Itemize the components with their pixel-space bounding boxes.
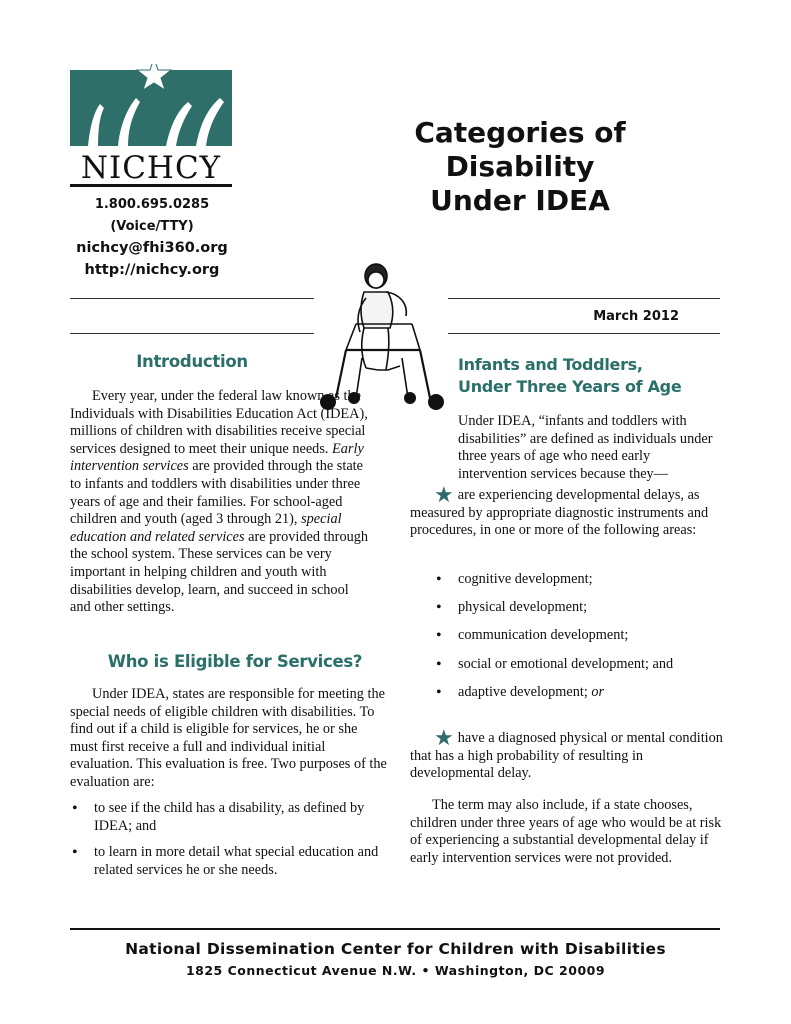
or-text: or <box>591 683 605 700</box>
divider <box>70 298 314 299</box>
divider <box>448 298 720 299</box>
star-bullet-icon: ★ <box>434 482 454 507</box>
divider <box>70 333 314 334</box>
at-risk-text: The term may also include, if a state chooses, children under three years of age who would be at risk of experiencing a substantial developmental delay if early intervention services were not provided. <box>410 797 722 866</box>
star-bullet-icon: ★ <box>434 725 454 750</box>
infants-heading-line-2: Under Three Years of Age <box>458 377 682 396</box>
contact-voice-tty: (Voice/TTY) <box>110 219 194 234</box>
contact-url: http://nichcy.org <box>84 262 220 278</box>
list-item: • to learn in more detail what special education and related services he or she needs. <box>70 844 388 879</box>
page-title <box>405 116 635 218</box>
contact-phone: 1.800.695.0285 <box>94 197 210 212</box>
intro-term-early-intervention: Early intervention services <box>70 440 364 475</box>
intro-term-special-education: special education and related services <box>70 511 342 545</box>
footer-divider <box>70 928 720 930</box>
publication-date: March 2012 <box>593 309 679 324</box>
criterion-diagnosed-condition <box>410 725 728 783</box>
title-line-2: Disability <box>445 150 595 183</box>
criterion-developmental-delay <box>410 482 728 540</box>
list-item: • adaptive development; or <box>434 684 734 702</box>
logo-graphic <box>70 64 232 188</box>
list-item: • cognitive development; <box>434 571 734 589</box>
title-line-1: Categories of <box>414 116 626 149</box>
contact-email: nichcy@fhi360.org <box>76 240 228 256</box>
infants-intro-paragraph <box>458 413 720 483</box>
footer-address: 1825 Connecticut Avenue N.W. • Washington, DC 20009 <box>185 963 606 978</box>
intro-paragraph <box>70 388 370 617</box>
intro-heading: Introduction <box>136 352 248 371</box>
infants-heading-line-1: Infants and Toddlers, <box>458 355 643 374</box>
nichcy-logo <box>70 64 232 188</box>
developmental-areas-list <box>434 571 734 701</box>
list-item: • physical development; <box>434 599 734 617</box>
eligible-paragraph <box>70 686 388 792</box>
eligible-purposes-list <box>70 800 388 879</box>
list-item: • communication development; <box>434 627 734 645</box>
eligible-heading: Who is Eligible for Services? <box>107 652 363 671</box>
infants-definition-text: Under IDEA, “infants and toddlers with disabilities” are defined as individuals under three years of age who need early intervention services because they— <box>458 413 713 482</box>
eligible-text: Under IDEA, states are responsible for meeting the special needs of eligible children with disabilities. To find out if a child is eligible for services, he or she must first receive a full and individual initial evaluation. This evaluation is free. Two purposes of the evaluation are: <box>70 686 387 790</box>
logo-wordmark: NICHCY <box>80 150 222 186</box>
criterion-2-text: have a diagnosed physical or mental condition that has a high probability of resulting in developmental delay. <box>410 730 723 782</box>
title-line-3: Under IDEA <box>430 184 610 217</box>
criterion-1-text: are experiencing developmental delays, as measured by appropriate diagnostic instruments and procedures, in one or more of the following areas: <box>410 487 709 539</box>
list-item: • to see if the child has a disability, as defined by IDEA; and <box>70 800 388 835</box>
intro-text-2: are provided through the state to infants and toddlers with disabilities under three years of age and their families. For school-aged children and youth (aged 3 through 21), <box>70 458 364 528</box>
list-item: • social or emotional development; and <box>434 656 734 674</box>
divider <box>448 333 720 334</box>
at-risk-paragraph <box>410 797 728 867</box>
intro-text-3: are provided through the school system. These services can be very important in helping children and youth with disabilities develop, learn, and succeed in school and other settings. <box>70 528 369 616</box>
infants-heading <box>458 354 728 398</box>
intro-text-1: Every year, under the federal law known as the Individuals with Disabilities Education Act (IDEA), millions of children with disabilities receive special services designed to meet their unique needs. <box>70 388 368 457</box>
footer-organization: National Dissemination Center for Children with Disabilities <box>125 940 666 958</box>
